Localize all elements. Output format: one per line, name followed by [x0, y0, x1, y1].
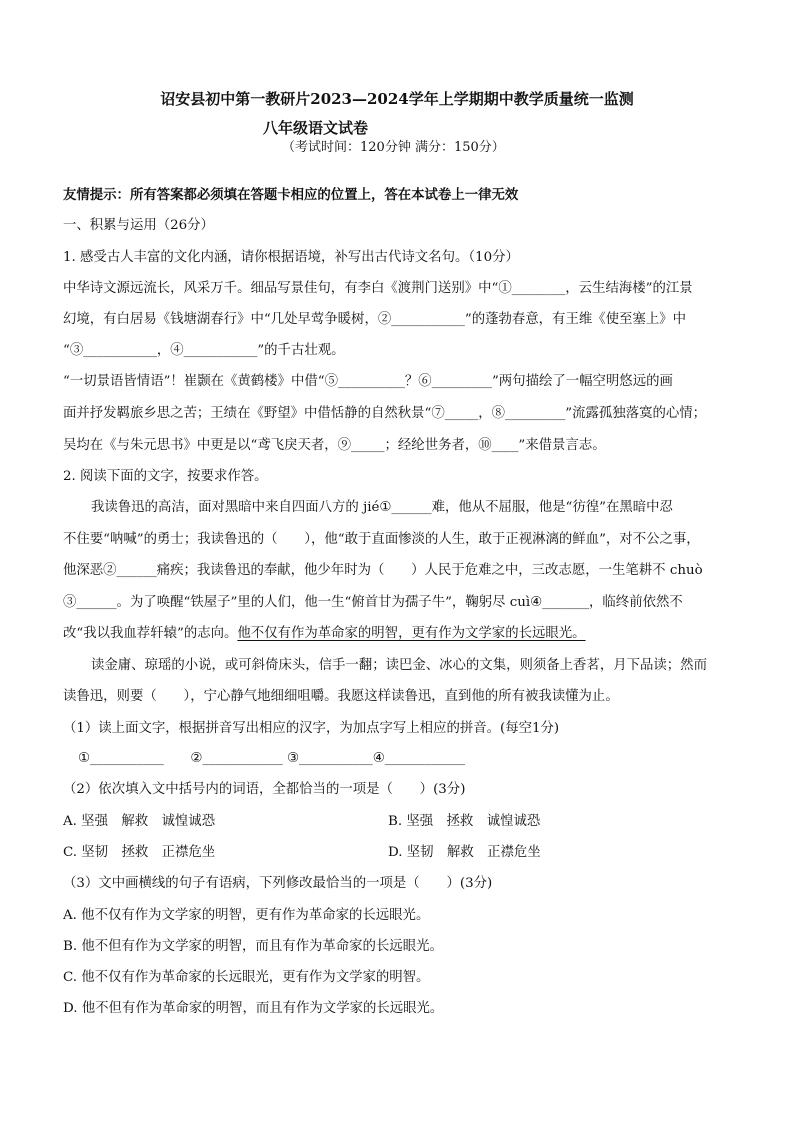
- revision-option-c: C. 他不仅有作为革命家的长远眼光，更有作为文学家的明智。: [63, 970, 430, 985]
- q1-line: 中华诗文源远流长，风采万千。细品写景佳句，有李白《渡荆门送别》中“①________，云生结海楼”的江景: [63, 281, 693, 296]
- passage-text: 改“我以我血荐轩辕”的志向。: [63, 626, 238, 641]
- q2-passage-line: [63, 623, 731, 645]
- section-heading: 一、积累与运用（26分）: [63, 218, 214, 233]
- option-d: D. 坚韧 解救 正襟危坐: [388, 845, 541, 860]
- exam-time-info: （考试时间：120分钟 满分：150分）: [282, 140, 505, 155]
- q2-passage-line: ③______。为了唤醒“铁屋子”里的人们，他一生“俯首甘为孺子牛”，鞠躬尽 cuì④_______，临终前依然不: [63, 595, 683, 610]
- q1-line: “一切景语皆情语”！崔颢在《黄鹤楼》中借“⑤__________？⑥_________”两句描绘了一幅空明悠远的画: [63, 374, 673, 389]
- option-a: A. 坚强 解救 诚惶诚恐: [63, 814, 216, 829]
- q2-sub1-blanks: ①___________ ②____________ ③___________④____________: [78, 751, 466, 766]
- q2-passage-line: 他深恶②______痛疾；我读鲁迅的奉献，他少年时为（ ）人民于危难之中，三改志愿，一生笔耕不 chuò: [63, 563, 703, 578]
- q2-prompt: 2. 阅读下面的文字，按要求作答。: [63, 469, 268, 484]
- q1-line: 吴均在《与朱元思书》中更是以“鸢飞戾天者，⑨_____；经纶世务者，⑩____”来借景言志。: [63, 438, 606, 453]
- underlined-sentence: 他不仅有作为革命家的明智，更有作为文学家的长远眼光。: [237, 626, 586, 641]
- q2-passage-line: 不住要“呐喊”的勇士；我读鲁迅的（ ），他“敢于直面惨淡的人生，敢于正视淋漓的鲜血”，对不公之事，: [63, 532, 700, 547]
- q1-line: “③___________，④___________”的千古壮观。: [63, 343, 345, 358]
- q2-sub2-prompt: （2）依次填入文中括号内的词语，全都恰当的一项是（ ）(3分): [63, 782, 466, 797]
- q2-sub1-prompt: （1）读上面文字，根据拼音写出相应的汉字，为加点字写上相应的拼音。(每空1分): [63, 721, 560, 736]
- option-b: B. 坚强 拯救 诚惶诚恐: [388, 814, 541, 829]
- notice: 友情提示：所有答案都必须填在答题卡相应的位置上，答在本试卷上一律无效: [63, 187, 519, 203]
- q2-passage-line: 读鲁迅，则要（ ），宁心静气地细细咀嚼。我愿这样读鲁迅，直到他的所有被我读懂为止。: [63, 689, 619, 704]
- exam-subtitle: 八年级语文试卷: [263, 119, 369, 137]
- option-c: C. 坚韧 拯救 正襟危坐: [63, 845, 216, 860]
- q2-sub3-prompt: （3）文中画横线的句子有语病，下列修改最恰当的一项是（ ）(3分): [63, 876, 493, 891]
- q1-line: 面并抒发羁旅乡思之苦；王绩在《野望》中借恬静的自然秋景“⑦_____，⑧_________”流露孤独落寞的心情；: [63, 406, 707, 421]
- q1-line: 幻境，有白居易《钱塘湖春行》中“几处早莺争暖树，②___________”的蓬勃春意，有王维《使至塞上》中: [63, 312, 686, 327]
- revision-option-a: A. 他不仅有作为文学家的明智，更有作为革命家的长远眼光。: [63, 908, 430, 923]
- exam-title: 诏安县初中第一教研片2023—2024学年上学期期中教学质量统一监测: [160, 90, 634, 108]
- q2-passage-line: 读金庸、琼瑶的小说，或可斜倚床头，信手一翻；读巴金、冰心的文集，则须备上香茗，月下品读；然而: [91, 658, 707, 673]
- q1-prompt: 1. 感受古人丰富的文化内涵，请你根据语境，补写出古代诗文名句。（10分）: [63, 250, 519, 265]
- q2-passage-line: 我读鲁迅的高洁，面对黑暗中来自四面八方的 jié①______难，他从不屈服，他是“彷徨”在黑暗中忍: [91, 500, 673, 515]
- revision-option-b: B. 他不但有作为文学家的明智，而且有作为革命家的长远眼光。: [63, 939, 443, 954]
- revision-option-d: D. 他不但有作为革命家的明智，而且有作为文学家的长远眼光。: [63, 1001, 444, 1016]
